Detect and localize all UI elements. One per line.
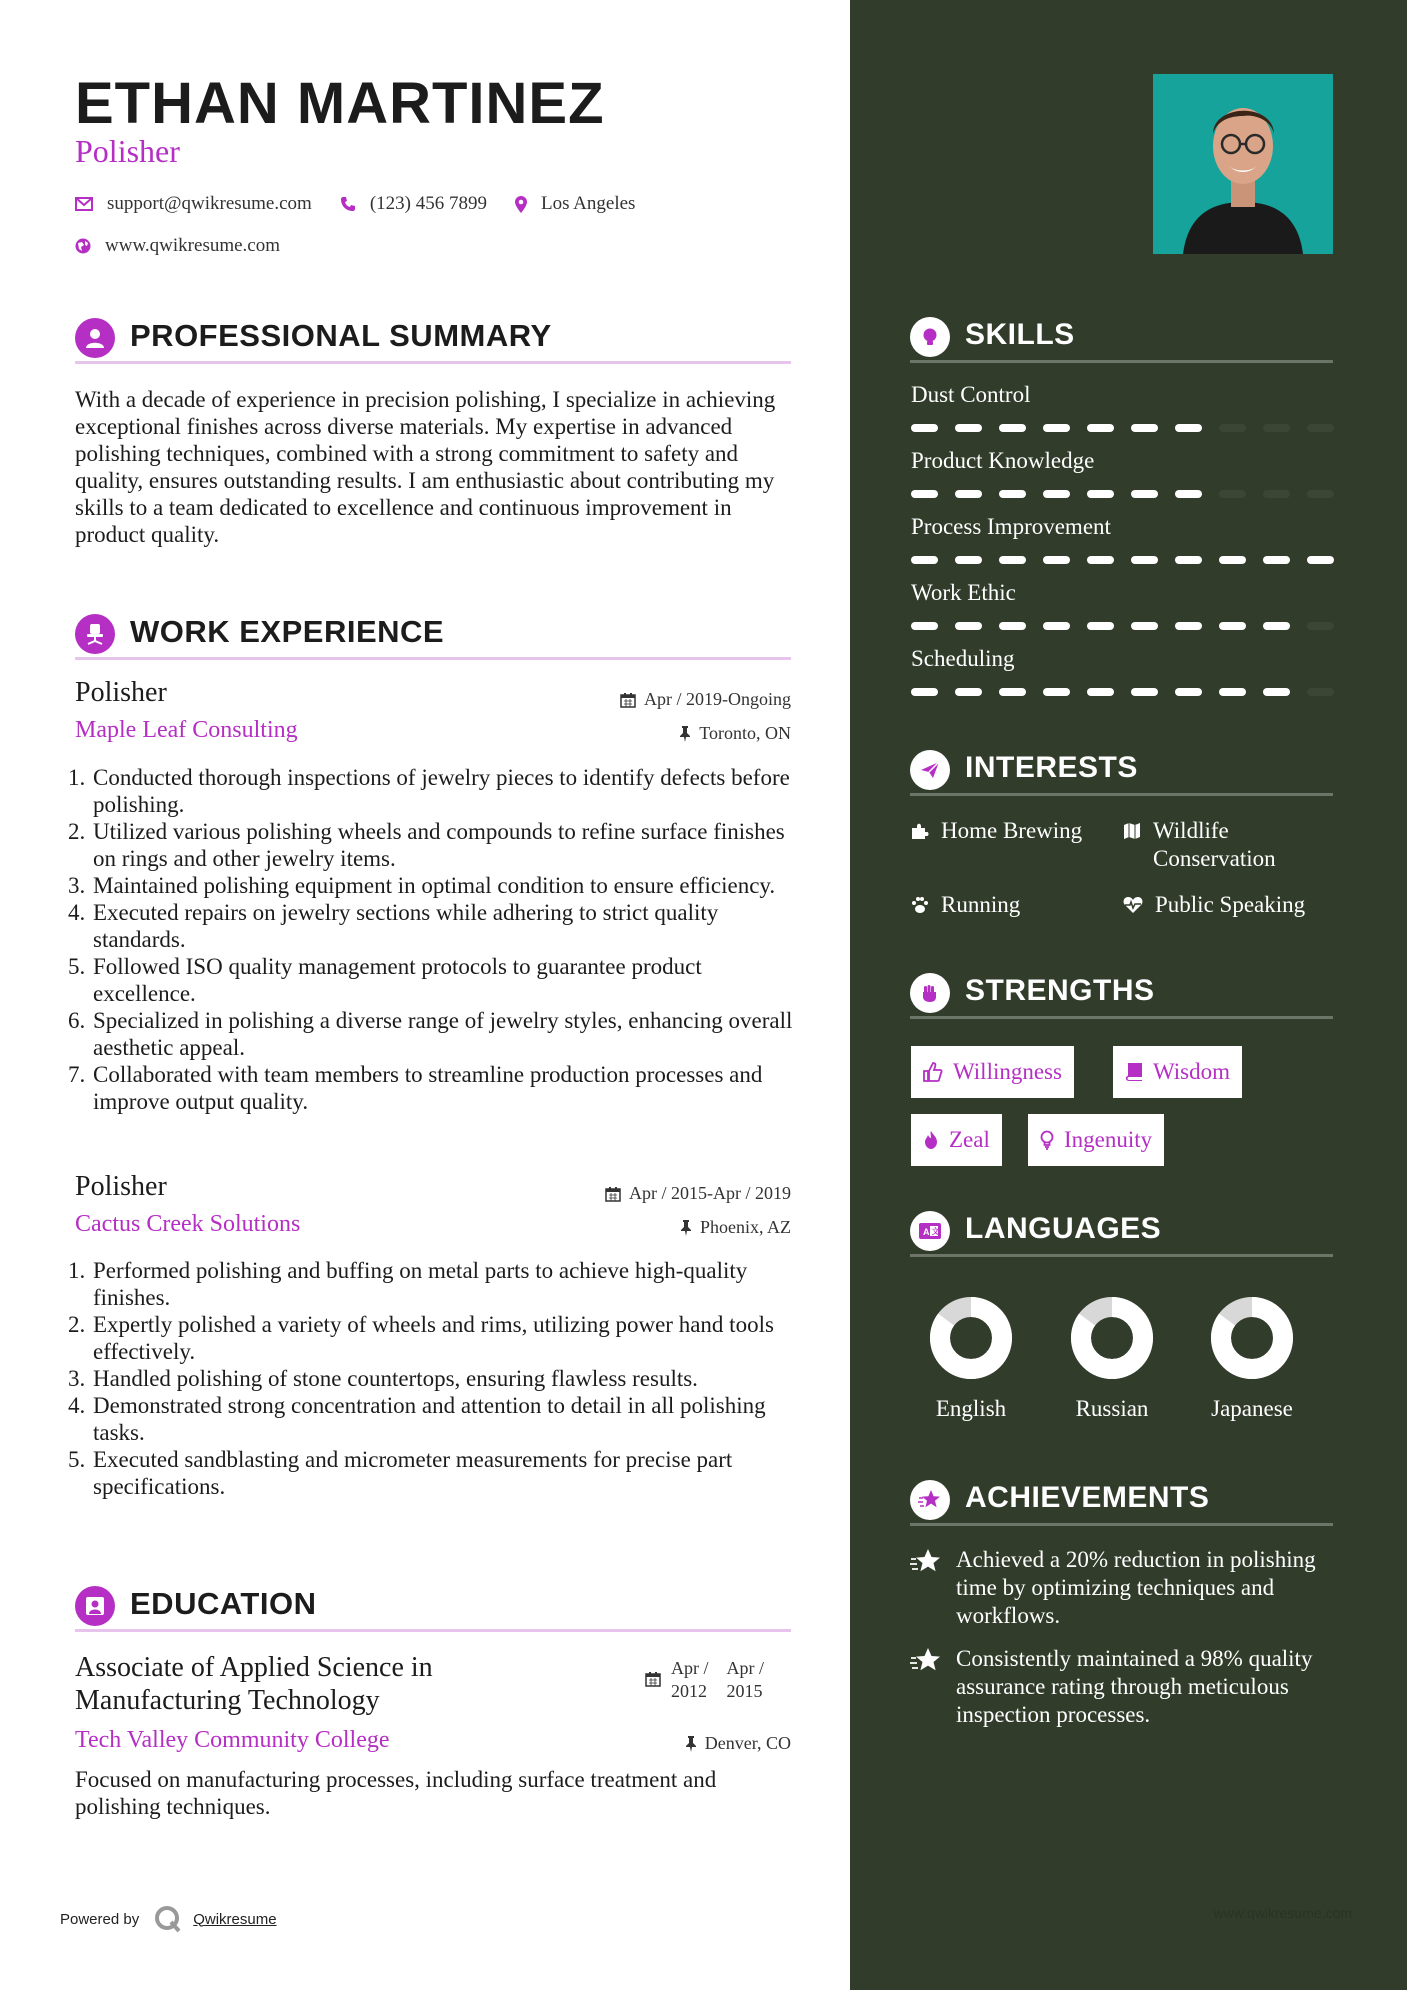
paper-plane-icon [910,750,950,790]
skill-dash [1307,490,1334,498]
skill-dash [1307,556,1334,564]
skill-dash [999,622,1026,630]
skill-dash [1263,556,1290,564]
section-header-interests [910,750,1333,796]
bullet-number: 1. [68,765,86,790]
skill-dash [955,688,982,696]
qwikresume-logo-icon [153,1904,183,1934]
svg-text:文: 文 [931,1227,940,1236]
job-title: Polisher [75,1171,167,1202]
skill-level-bar [911,622,1334,630]
skill-dash [1219,688,1246,696]
candidate-role: Polisher [75,133,180,169]
language-ring [1210,1296,1294,1380]
sidebar [850,0,1407,1990]
language-ring [929,1296,1013,1380]
strength-tag: Zeal [911,1114,1002,1166]
skill-dash [1219,622,1246,630]
skill-dash [911,622,938,630]
school-name: Tech Valley Community College [75,1727,390,1753]
skill-dash [1175,490,1202,498]
section-header-summary [75,316,791,364]
education-start: Apr / 2012 [671,1658,709,1701]
pushpin-icon [680,1220,692,1236]
bullet-number: 5. [68,1447,86,1472]
skill-dash [911,688,938,696]
bullet-text: Specialized in polishing a diverse range of jewelry styles, enhancing overall aesthetic appeal. [93,1008,793,1060]
section-header-experience [75,612,791,660]
skill-dash [1087,556,1114,564]
skill-dash [1307,424,1334,432]
job-title: Polisher [75,677,167,708]
skill-level-bar [911,556,1334,564]
job-bullet [68,818,798,872]
job-bullet [68,1311,798,1365]
skill-dash [1043,490,1070,498]
bullet-text: Utilized various polishing wheels and compounds to refine surface finishes on rings and other jewelry items. [93,819,785,871]
skill-label: Process Improvement [911,514,1111,539]
education-description: Focused on manufacturing processes, including surface treatment and polishing techniques. [75,1767,717,1819]
section-title: LANGUAGES [965,1212,1162,1245]
map-icon [1123,822,1141,840]
bullet-text: Performed polishing and buffing on metal parts to achieve high-quality finishes. [93,1258,748,1310]
job-bullet [68,899,798,953]
calendar-icon [605,1186,621,1202]
bullet-text: Conducted thorough inspections of jewelry pieces to identify defects before polishing. [93,765,790,817]
skill-dash [1043,688,1070,696]
bullet-text: Followed ISO quality management protocols to guarantee product excellence. [93,954,702,1006]
section-header-strengths [910,973,1333,1019]
bullet-text: Maintained polishing equipment in optimal condition to ensure efficiency. [93,873,776,898]
section-header-languages [910,1211,1333,1257]
skill-dash [955,424,982,432]
interest-item: Wildlife Conservation [1123,817,1323,873]
skill-dash [1219,490,1246,498]
contact-email[interactable] [75,193,312,215]
lightbulb-icon [910,317,950,357]
section-title: WORK EXPERIENCE [130,614,445,649]
bullet-number: 4. [68,900,86,925]
section-title: INTERESTS [965,751,1138,784]
contact-location [515,193,635,215]
phone-icon [340,196,356,212]
job-bullet [68,1061,798,1115]
location-text: Los Angeles [540,193,636,214]
achievement-item: Consistently maintained a 98% quality assurance rating through meticulous inspection processes. [910,1645,1340,1729]
graduation-icon [75,1586,115,1626]
heartbeat-icon [1123,896,1143,914]
interest-item: Public Speaking [1123,891,1305,919]
skill-label: Work Ethic [911,580,1016,605]
skill-dash [1131,622,1158,630]
language-label: Russian [1075,1396,1149,1421]
skill-dash [999,688,1026,696]
contact-row [75,193,663,215]
star-icon [910,1548,942,1574]
skill-dash [911,424,938,432]
bullet-number: 4. [68,1393,86,1418]
book-icon [1125,1062,1143,1082]
skill-label: Dust Control [911,382,1031,407]
svg-text:A: A [923,1227,930,1237]
language-label: English [935,1396,1007,1421]
skill-level-bar [911,424,1334,432]
section-title: STRENGTHS [965,974,1155,1007]
job-bullet [68,1007,798,1061]
candidate-name: ETHAN MARTINEZ [75,71,605,136]
bullet-text: Expertly polished a variety of wheels and rims, utilizing power hand tools effectively. [93,1312,774,1364]
skill-dash [955,622,982,630]
pushpin-icon [679,726,691,742]
office-chair-icon [75,614,115,654]
skill-dash [1043,622,1070,630]
skill-dash [1219,424,1246,432]
achievement-item: Achieved a 20% reduction in polishing time by optimizing techniques and workflows. [910,1546,1340,1630]
puzzle-icon [911,822,929,840]
job-bullet [68,1365,798,1392]
skill-dash [1263,688,1290,696]
language-ring [1070,1296,1154,1380]
bullet-text: Handled polishing of stone countertops, ensuring flawless results. [93,1366,698,1391]
flame-icon [923,1130,939,1150]
job-bullet [68,1446,798,1500]
bullet-text: Executed sandblasting and micrometer measurements for precise part specifications. [93,1447,733,1499]
section-title: SKILLS [965,318,1075,351]
interest-item: Running [911,891,1020,919]
section-header-education [75,1584,791,1632]
bullet-number: 2. [68,1312,86,1337]
job-location: Toronto, ON [679,723,791,744]
pushpin-icon [685,1736,697,1752]
bullet-text: Demonstrated strong concentration and attention to detail in all polishing tasks. [93,1393,766,1445]
degree-title: Associate of Applied Science in Manufacturing Technology [75,1652,433,1716]
section-header-skills [910,317,1333,363]
phone-text: (123) 456 7899 [369,193,487,214]
map-marker-icon [515,196,527,213]
bullet-number: 3. [68,1366,86,1391]
lightbulb-icon [1040,1130,1054,1150]
skill-label: Scheduling [911,646,1015,671]
summary-text: With a decade of experience in precision polishing, I specialize in achieving exceptional finishes across diverse materials. My expertise in advanced polishing techniques, combined with a strong commitment to safety and quality, ensures outstanding results. I am enthusiastic about contributing my skills to a team dedicated to excellence and continuous improvement in product quality. [75,387,776,547]
section-header-achievements [910,1480,1333,1526]
skill-dash [1087,424,1114,432]
skill-dash [1131,490,1158,498]
section-title: ACHIEVEMENTS [965,1481,1210,1514]
contact-website[interactable] [75,235,280,257]
strength-tag: Wisdom [1113,1046,1242,1098]
skill-dash [999,490,1026,498]
skill-dash [999,556,1026,564]
website-text: www.qwikresume.com [105,235,281,256]
strength-tag: Willingness [911,1046,1074,1098]
calendar-icon [620,692,636,708]
section-title: PROFESSIONAL SUMMARY [130,318,552,353]
skill-dash [1131,424,1158,432]
skill-dash [1087,490,1114,498]
website-row [75,235,308,257]
bullet-number: 7. [68,1062,86,1087]
job-bullet [68,872,798,899]
skill-dash [1043,424,1070,432]
skill-dash [1175,622,1202,630]
bullet-number: 6. [68,1008,86,1033]
star-badge-icon [910,1480,950,1520]
job-bullets [68,764,798,1115]
skill-dash [1307,688,1334,696]
interest-item: Home Brewing [911,817,1082,845]
job-company: Cactus Creek Solutions [75,1211,301,1237]
job-location: Phoenix, AZ [680,1217,791,1238]
skill-dash [1219,556,1246,564]
skill-dash [1043,556,1070,564]
skill-dash [1175,424,1202,432]
education-location: Denver, CO [685,1733,791,1754]
star-icon [910,1647,942,1673]
bullet-number: 3. [68,873,86,898]
skill-dash [1131,556,1158,564]
job-bullet [68,1257,798,1311]
skill-dash [1131,688,1158,696]
translate-icon [910,1211,950,1251]
skill-dash [1175,688,1202,696]
profile-photo [1153,74,1333,254]
skill-dash [999,424,1026,432]
bullet-text: Collaborated with team members to streamline production processes and improve output quality. [93,1062,763,1114]
skill-dash [1263,622,1290,630]
globe-icon [75,238,91,254]
education-end: Apr / 2015 [726,1658,764,1701]
education-dates [645,1657,764,1703]
bullet-number: 5. [68,954,86,979]
job-dates: Apr / 2015-Apr / 2019 [605,1183,791,1204]
skill-level-bar [911,490,1334,498]
job-bullet [68,764,798,818]
skill-dash [1087,622,1114,630]
skill-dash [1087,688,1114,696]
language-label: Japanese [1211,1396,1293,1421]
paw-icon [911,896,929,914]
skill-dash [1263,490,1290,498]
thumbs-up-icon [923,1062,943,1082]
contact-phone[interactable] [340,193,487,215]
user-icon [75,318,115,358]
skill-level-bar [911,688,1334,696]
envelope-icon [75,197,93,211]
skill-dash [911,556,938,564]
job-bullets [68,1257,798,1500]
skill-dash [1263,424,1290,432]
skill-dash [955,556,982,564]
job-dates: Apr / 2019-Ongoing [620,689,791,710]
bullet-number: 2. [68,819,86,844]
footer-url: www.qwikresume.com [1213,1905,1352,1921]
skill-dash [1307,622,1334,630]
powered-by: Powered by Qwikresume [60,1904,277,1934]
qwikresume-link[interactable]: Qwikresume [193,1910,277,1928]
fist-icon [910,973,950,1013]
job-company: Maple Leaf Consulting [75,717,298,743]
skill-dash [955,490,982,498]
skill-label: Product Knowledge [911,448,1095,473]
section-title: EDUCATION [130,1586,317,1621]
bullet-text: Executed repairs on jewelry sections while adhering to strict quality standards. [93,900,719,952]
calendar-icon [645,1671,661,1687]
job-bullet [68,953,798,1007]
skill-dash [1175,556,1202,564]
strength-tag: Ingenuity [1028,1114,1164,1166]
skill-dash [911,490,938,498]
job-bullet [68,1392,798,1446]
bullet-number: 1. [68,1258,86,1283]
email-text: support@qwikresume.com [107,193,312,214]
